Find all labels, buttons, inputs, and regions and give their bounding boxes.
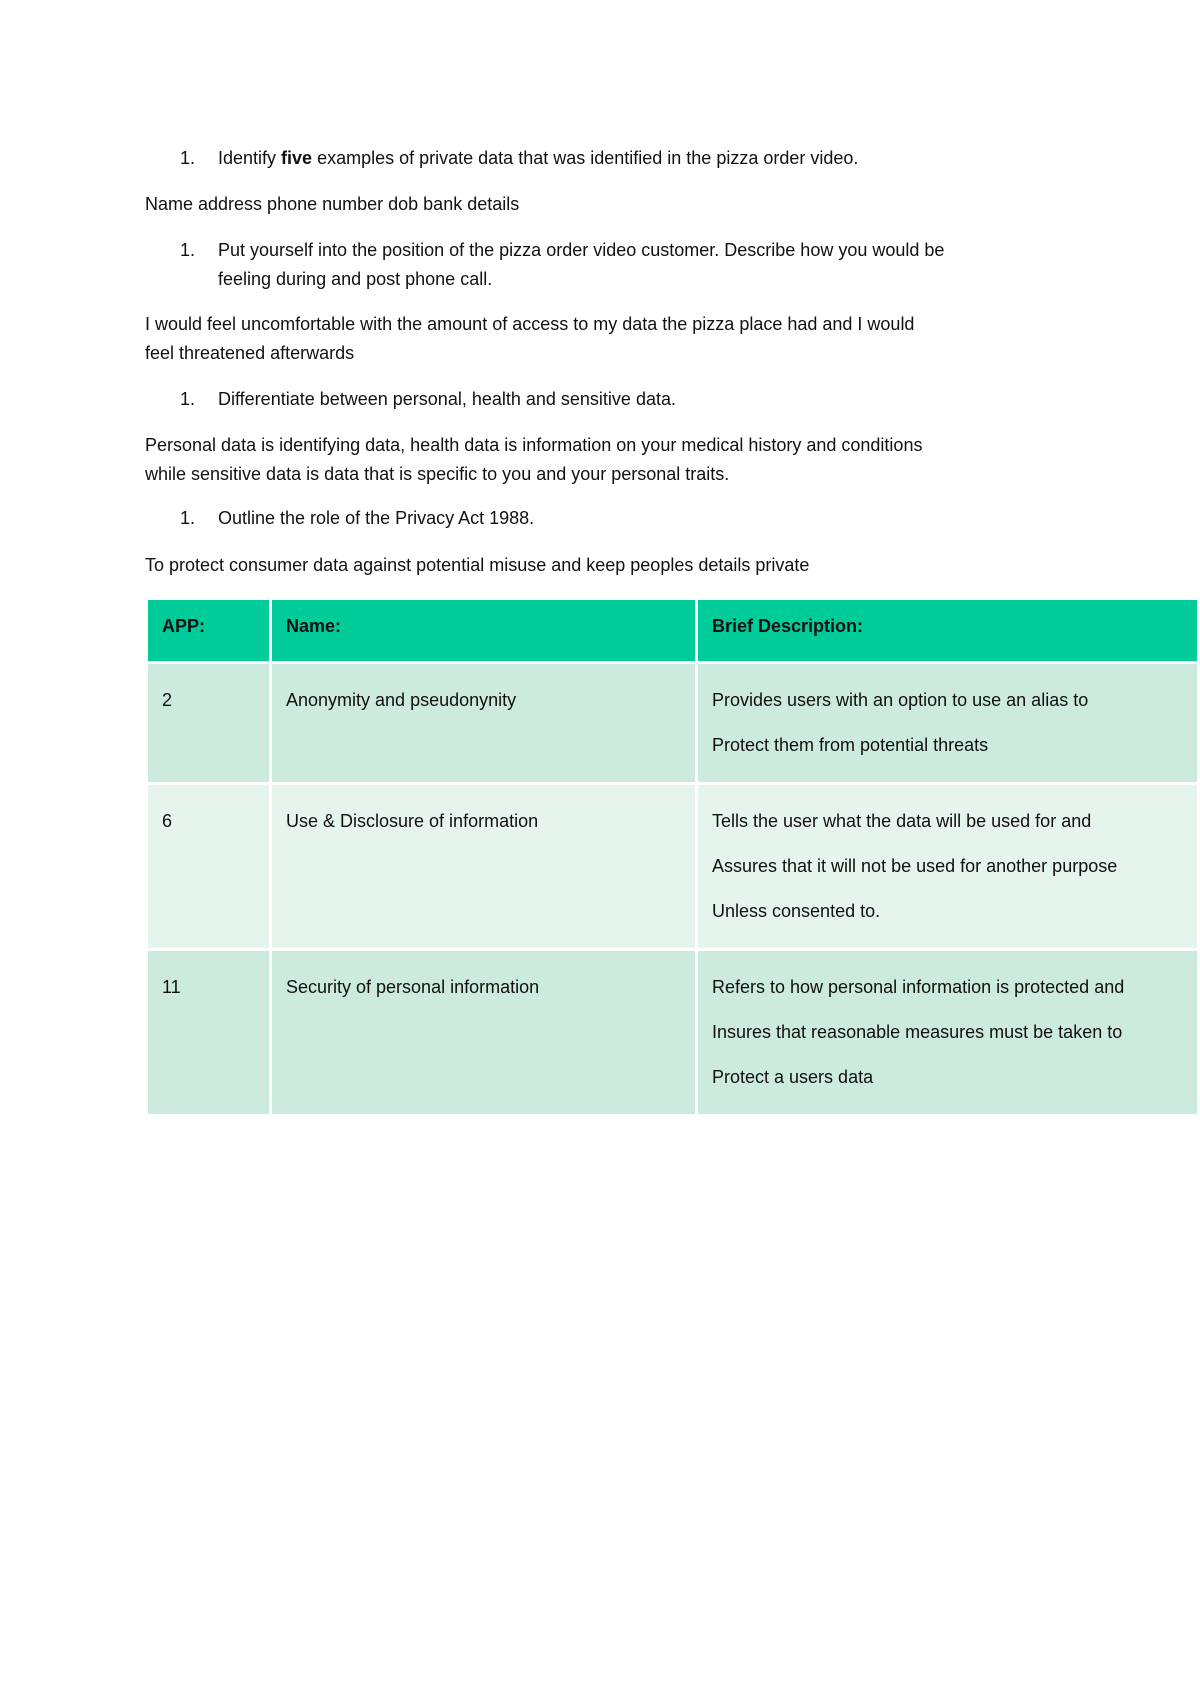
table-row <box>148 664 1197 782</box>
cell-app: 6 <box>148 785 269 948</box>
cell-name: Security of personal information <box>272 951 695 1114</box>
question-text: Differentiate between personal, health and sensitive data. <box>218 389 676 409</box>
answer-2: I would feel uncomfortable with the amount of access to my data the pizza place had and I would feel threatened afterwards <box>145 314 915 363</box>
answer-4: To protect consumer data against potential misuse and keep peoples details private <box>145 555 810 575</box>
answer-3: Personal data is identifying data, health data is information on your medical history and conditions while sensitive data is data that is specific to you and your personal traits. <box>145 435 923 484</box>
question-text: Outline the role of the Privacy Act 1988. <box>218 508 535 528</box>
question-1 <box>180 144 1060 173</box>
question-text: Identify five examples of private data that was identified in the pizza order video. <box>218 148 859 168</box>
header-description: Brief Description: <box>698 600 1197 661</box>
question-number: 1. <box>180 389 196 409</box>
cell-app: 2 <box>148 664 269 782</box>
cell-description: Tells the user what the data will be used for and Assures that it will not be used for another purpose Unless consented to. <box>698 785 1197 948</box>
question-number: 1. <box>180 240 196 260</box>
cell-description: Provides users with an option to use an alias to Protect them from potential threats <box>698 664 1197 782</box>
header-app: APP: <box>148 600 269 661</box>
answer-1: Name address phone number dob bank details <box>145 194 520 214</box>
table-row <box>148 951 1197 1114</box>
cell-app: 11 <box>148 951 269 1114</box>
app-table <box>145 597 1200 1117</box>
emphasis-text: five <box>281 148 313 168</box>
cell-name: Anonymity and pseudonynity <box>272 664 695 782</box>
header-name: Name: <box>272 600 695 661</box>
question-2 <box>180 236 1060 294</box>
question-number: 1. <box>180 148 196 168</box>
cell-name: Use & Disclosure of information <box>272 785 695 948</box>
cell-description: Refers to how personal information is protected and Insures that reasonable measures must be taken to Protect a users data <box>698 951 1197 1114</box>
question-text: Put yourself into the position of the pizza order video customer. Describe how you would be feeling during and post phone call. <box>218 240 945 289</box>
question-3 <box>180 385 1060 414</box>
question-4 <box>180 504 1060 533</box>
table-row <box>148 785 1197 948</box>
question-number: 1. <box>180 508 196 528</box>
table-header-row <box>148 600 1197 661</box>
